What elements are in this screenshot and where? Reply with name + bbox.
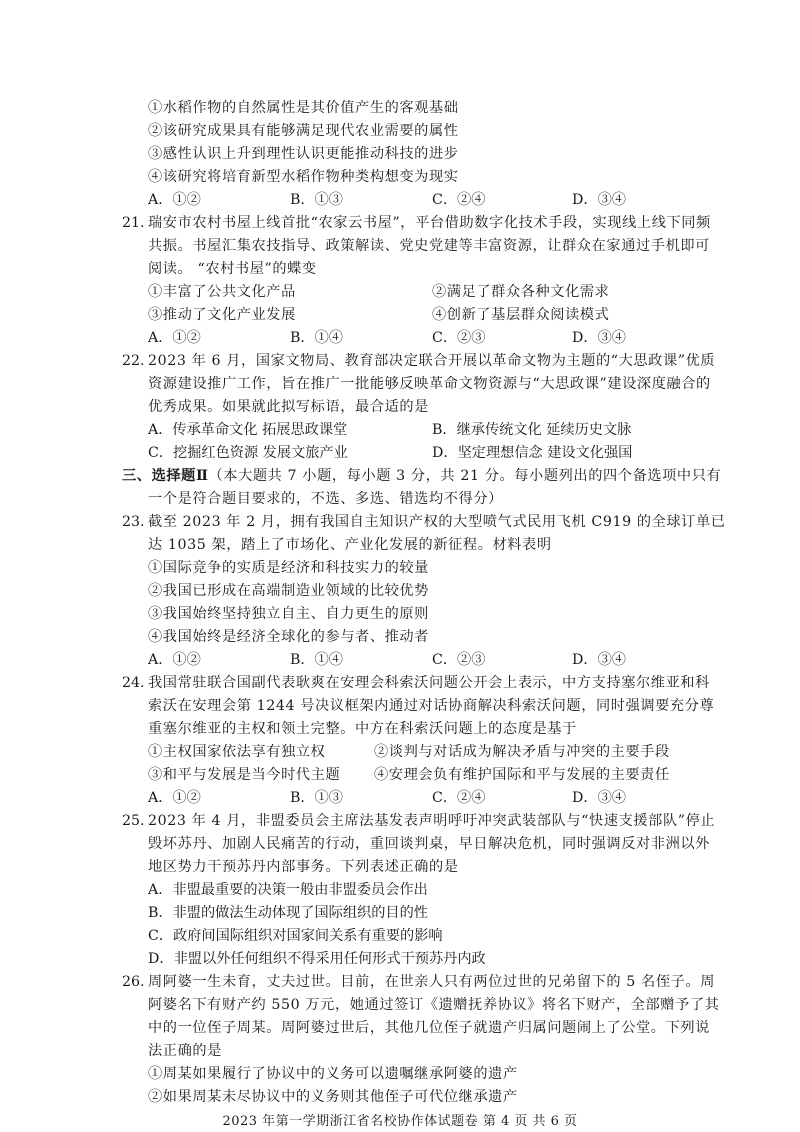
option-c: C．②③ (432, 652, 486, 668)
statement-2: ②我国已形成在高端制造业领域的比较优势 (148, 583, 429, 599)
question-text: 地区势力干预苏丹内部事务。下列表述正确的是 (148, 859, 459, 875)
section-instructions: 一个是符合题目要求的，不选、多选、错选均不得分） (148, 491, 503, 507)
statement-2: ②满足了群众各种文化需求 (432, 284, 610, 300)
option-a: A．非盟最重要的决策一般由非盟委员会作出 (148, 882, 428, 898)
option-c: C．政府间国际组织对国家间关系有重要的影响 (148, 928, 443, 944)
question-text: 达 1035 架，踏上了市场化、产业化发展的新征程。材料表明 (148, 537, 552, 553)
option-a: A．①② (148, 790, 201, 806)
option-a: A．①② (148, 330, 201, 346)
question-text: 中的一位侄子周某。周阿婆过世后，其他几位侄子就遗产归属问题闹上了公堂。下列说 (148, 1020, 710, 1036)
statement-4: ④创新了基层群众阅读模式 (432, 307, 610, 323)
option-a: A．传承革命文化 拓展思政课堂 (148, 422, 348, 438)
statement-4: ④该研究将培育新型水稻作物种类构想变为现实 (148, 169, 459, 185)
question-text: 共振。书屋汇集农技指导、政策解读、党史党建等丰富资源，让群众在家通过手机即可 (148, 238, 710, 254)
question-number: 26. (122, 974, 145, 990)
option-d: D．③④ (572, 652, 626, 668)
option-d: D．坚定理想信念 建设文化强国 (432, 445, 633, 461)
question-text: 2023 年 4 月，非盟委员会主席法基发表声明呼吁冲突武装部队与“快速支援部队”停止 (148, 813, 716, 829)
option-b: B．①③ (290, 790, 343, 806)
question-text: 阿婆名下有财产约 550 万元，她通过签订《遗赠抚养协议》将名下财产，全部赠予了其 (148, 997, 720, 1013)
section-title: 三、选择题Ⅱ (122, 468, 209, 484)
statement-3: ③感性认识上升到理性认识更能推动科技的进步 (148, 146, 459, 162)
question-text: 阅读。 “农村书屋”的蝶变 (148, 261, 317, 277)
question-text: 重塞尔维亚的主权和领土完整。中方在科索沃问题上的态度是基于 (148, 721, 577, 737)
question-number: 25. (122, 813, 145, 829)
option-b: B．①④ (290, 652, 343, 668)
option-d: D．③④ (572, 790, 626, 806)
question-number: 24. (122, 675, 145, 691)
option-d: D．③④ (572, 192, 626, 208)
question-number: 21. (122, 215, 145, 231)
statement-3: ③和平与发展是当今时代主题 (148, 767, 341, 783)
option-d: D．非盟以外任何组织不得采用任何形式干预苏丹内政 (148, 951, 486, 967)
question-text: 资源建设推广工作，旨在推广一批能够反映革命文物资源与“大思政课”建设深度融合的 (148, 376, 711, 392)
page-footer: 2023 年第一学期浙江省名校协作体试题卷 第 4 页 共 6 页 (222, 1114, 578, 1129)
question-text: 瑞安市农村书屋上线首批“农家云书屋”，平台借助数字化技术手段，实现线上线下同频 (148, 215, 711, 231)
option-b: B．①③ (290, 192, 343, 208)
statement-1: ①国际竞争的实质是经济和科技实力的较量 (148, 560, 429, 576)
question-text: 截至 2023 年 2 月，拥有我国自主知识产权的大型喷气式民用飞机 C919 的全球订单已 (148, 514, 726, 530)
statement-1: ①水稻作物的自然属性是其价值产生的客观基础 (148, 100, 459, 116)
question-text: 2023 年 6 月，国家文物局、教育部决定联合开展以革命文物为主题的“大思政课”优质 (148, 353, 716, 369)
statement-2: ②该研究成果具有能够满足现代农业需要的属性 (148, 123, 459, 139)
question-text: 优秀成果。如果就此拟写标语，最合适的是 (148, 399, 429, 415)
statement-3: ③推动了文化产业发展 (148, 307, 296, 323)
option-c: C．②③ (432, 330, 486, 346)
option-d: D．③④ (572, 330, 626, 346)
statement-1: ①丰富了公共文化产品 (148, 284, 296, 300)
question-text: 周阿婆一生未育，丈夫过世。目前，在世亲人只有两位过世的兄弟留下的 5 名侄子。周 (148, 974, 715, 990)
question-text: 法正确的是 (148, 1043, 222, 1059)
statement-2: ②谈判与对话成为解决矛盾与冲突的主要手段 (374, 744, 670, 760)
option-c: C．挖掘红色资源 发展文旅产业 (148, 445, 348, 461)
statement-2: ②如果周某未尽协议中的义务则其他侄子可代位继承遗产 (148, 1089, 518, 1105)
statement-1: ①周某如果履行了协议中的义务可以遗嘱继承阿婆的遗产 (148, 1066, 518, 1082)
statement-1: ①主权国家依法享有独立权 (148, 744, 326, 760)
option-b: B．①④ (290, 330, 343, 346)
statement-3: ③我国始终坚持独立自主、自力更生的原则 (148, 606, 429, 622)
question-text: 毁坏苏丹、加剧人民痛苦的行动，重回谈判桌，早日解决危机，同时强调反对非洲以外 (148, 836, 710, 852)
option-b: B．继承传统文化 延续历史文脉 (432, 422, 632, 438)
question-text: 索沃在安理会第 1244 号决议框架内通过对话协商解决科索沃问题，同时强调要充分尊 (148, 698, 715, 714)
section-instructions: （本大题共 7 小题，每小题 3 分，共 21 分。每小题列出的四个备选项中只有 (208, 468, 722, 484)
option-a: A．①② (148, 192, 201, 208)
question-text: 我国常驻联合国副代表耿爽在安理会科索沃问题公开会上表示，中方支持塞尔维亚和科 (148, 675, 710, 691)
option-b: B．非盟的做法生动体现了国际组织的目的性 (148, 905, 428, 921)
option-a: A．①② (148, 652, 201, 668)
statement-4: ④我国始终是经济全球化的参与者、推动者 (148, 629, 429, 645)
option-c: C．②④ (432, 192, 486, 208)
statement-4: ④安理会负有维护国际和平与发展的主要责任 (374, 767, 670, 783)
section-heading (122, 466, 721, 486)
option-c: C．②④ (432, 790, 486, 806)
question-number: 22. (122, 353, 145, 369)
question-number: 23. (122, 514, 145, 530)
